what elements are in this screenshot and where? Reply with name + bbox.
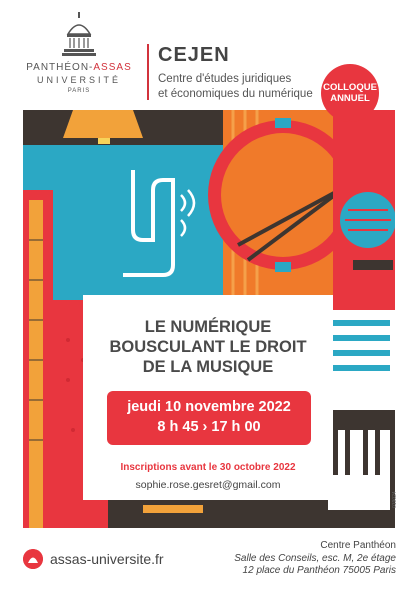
event-title: LE NUMÉRIQUE BOUSCULANT LE DROIT DE LA MUSIQUE: [109, 318, 307, 376]
print-code: 019024: [392, 491, 398, 508]
header-divider: [147, 44, 149, 100]
contact-email[interactable]: sophie.rose.gesret@gmail.com: [135, 479, 281, 491]
university-logo: [14, 12, 144, 102]
event-time: 8 h 45 › 17 h 00: [157, 419, 261, 435]
event-card: [83, 295, 333, 500]
event-date: jeudi 10 novembre 2022: [127, 399, 291, 415]
venue-address: Centre Panthéon Salle des Conseils, esc. M, 2e étage 12 place du Panthéon 75005 Paris: [234, 540, 396, 576]
date-box: [107, 391, 311, 445]
logo-name: PANTHÉON-ASSAS: [26, 62, 132, 73]
registration-deadline: Inscriptions avant le 30 octobre 2022: [120, 462, 296, 473]
logo-city: PARIS: [67, 88, 91, 94]
pantheon-dome-icon: [62, 12, 96, 58]
org-acronym: CEJEN: [158, 44, 230, 66]
website-link[interactable]: assas-universite.fr: [50, 551, 164, 567]
org-full-name: Centre d'études juridiques et économiques du numérique: [158, 73, 313, 100]
university-mark-icon: [23, 549, 43, 569]
colloque-badge: COLLOQUE ANNUEL: [321, 64, 379, 122]
logo-university: UNIVERSITÉ: [36, 75, 121, 85]
